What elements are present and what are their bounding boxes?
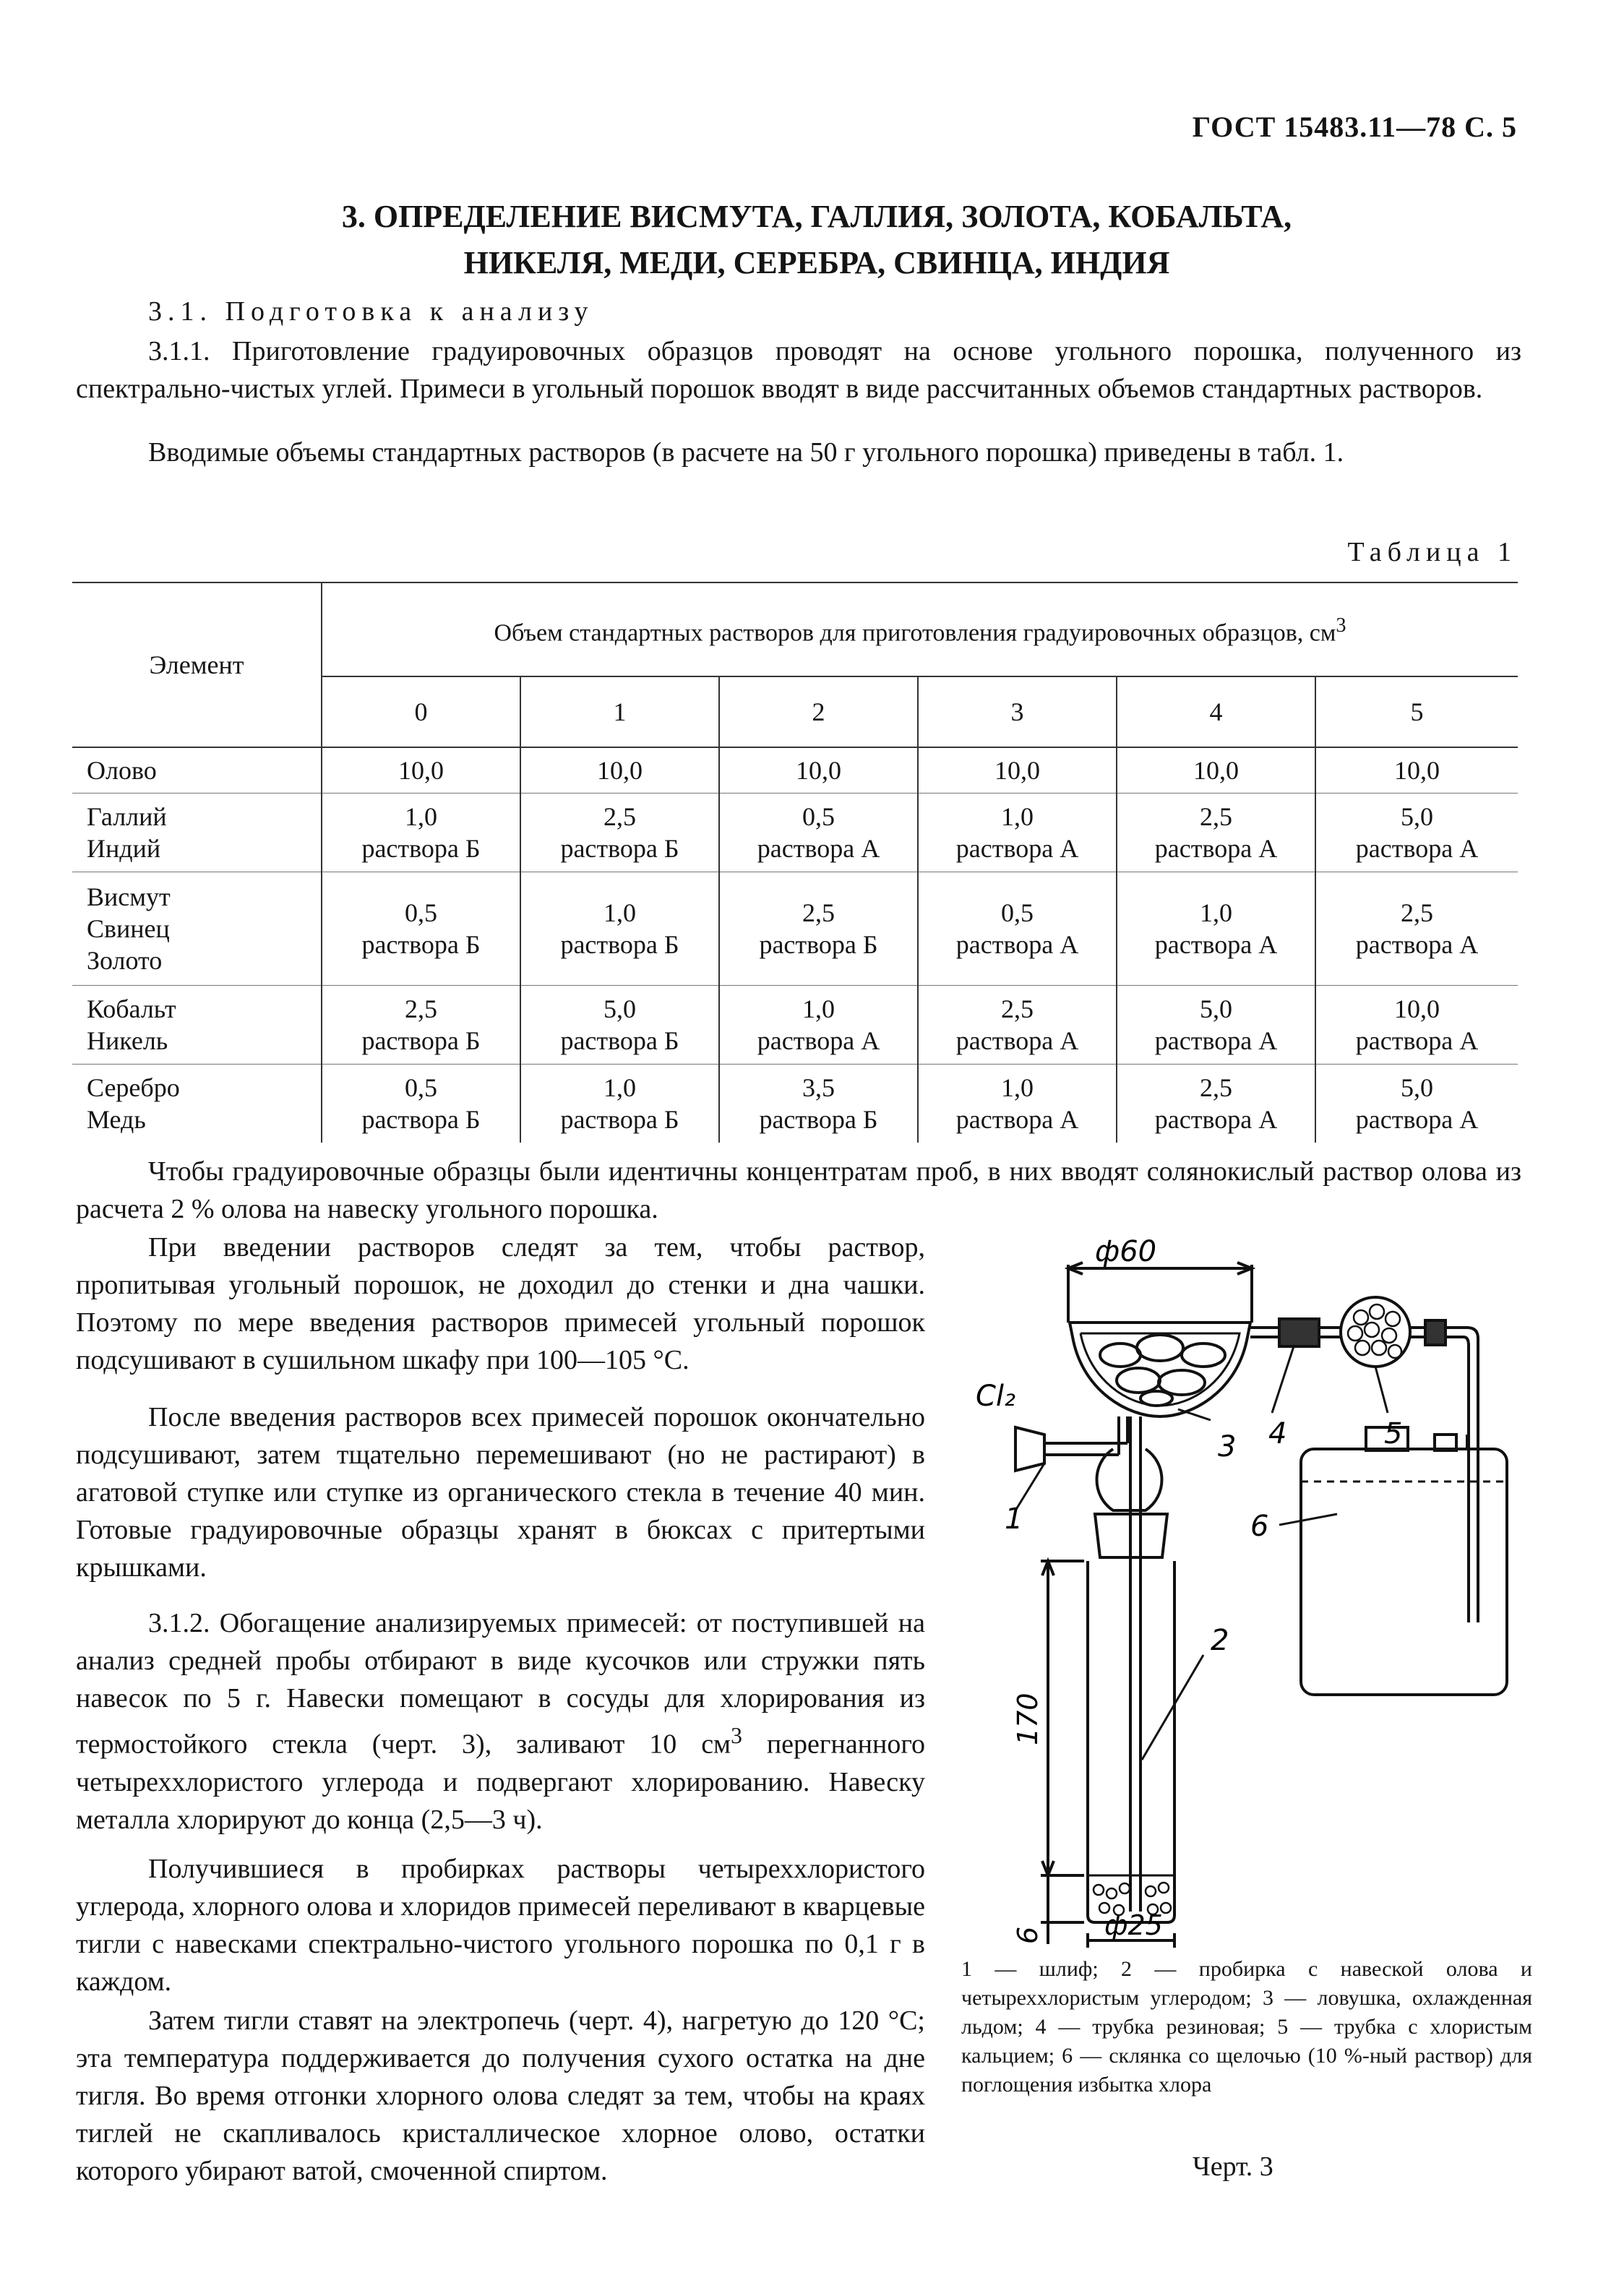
- paragraph-after: После введения растворов всех примесей порошок окончательно подсушивают, затем тщательно перемешивают (но не растирают) в агатовой ступке или ступке из органического стекла в течение 40 мин. Готовые градуировочные образцы хранят в бюксах с притертыми крышками.: [76, 1402, 925, 1583]
- cell-volume: 2,5: [1401, 898, 1433, 927]
- cell-solution: раствора А: [955, 1105, 1079, 1134]
- table-cell: [918, 986, 1117, 1065]
- table-cell: [1315, 747, 1518, 794]
- table-cell: [322, 1065, 520, 1143]
- cell-volume: 10,0: [796, 756, 841, 785]
- page-header: ГОСТ 15483.11—78 С. 5: [1192, 111, 1517, 143]
- table-cell: [1315, 986, 1518, 1065]
- figure-title: Черт. 3: [1193, 2151, 1273, 2182]
- subsection-heading: 3.1. Подготовка к анализу: [148, 296, 594, 327]
- element-name: Золото: [87, 946, 163, 975]
- column-number-4: 4: [1117, 676, 1315, 747]
- cell-volume: 1,0: [1200, 898, 1232, 927]
- cell-solution: раствора Б: [759, 930, 878, 959]
- section-title: [217, 194, 1417, 286]
- cell-solution: раствора А: [955, 834, 1079, 863]
- element-name: Свинец: [87, 914, 170, 943]
- table-cell: [719, 794, 918, 872]
- figure-cl2: Cl₂: [976, 1380, 1016, 1413]
- table-row: [72, 986, 1518, 1065]
- row-elements: [72, 1065, 322, 1143]
- table-1: [72, 582, 1518, 1143]
- cell-solution: раствора А: [1154, 1105, 1278, 1134]
- paragraph-3-1-2-sup: 3: [731, 1723, 742, 1748]
- row-elements: [72, 872, 322, 986]
- column-number-3: 3: [918, 676, 1117, 747]
- table-cell: [1315, 794, 1518, 872]
- table-cell: [520, 794, 719, 872]
- table-cell: [719, 747, 918, 794]
- header-element: Элемент: [72, 582, 322, 747]
- cell-solution: раствора Б: [560, 1105, 679, 1134]
- section-title-line1: 3. ОПРЕДЕЛЕНИЕ ВИСМУТА, ГАЛЛИЯ, ЗОЛОТА, КОБАЛЬТА,: [341, 199, 1292, 234]
- cell-solution: раствора А: [1355, 1026, 1479, 1055]
- cell-volume: 1,0: [1001, 1073, 1034, 1102]
- column-number-1: 1: [520, 676, 719, 747]
- header-volume-text: Объем стандартных растворов для приготовления градуировочных образцов, см: [494, 619, 1336, 647]
- table-row: [72, 747, 1518, 794]
- cell-solution: раствора Б: [361, 930, 481, 959]
- cell-volume: 0,5: [802, 802, 835, 831]
- table-cell: [520, 872, 719, 986]
- table-cell: [322, 872, 520, 986]
- column-number-0: 0: [322, 676, 520, 747]
- paragraph-3-1-1: 3.1.1. Приготовление градуировочных образцов проводят на основе угольного порошка, полученного из спектрально-чистых углей. Примеси в угольный порошок вводят в виде рассчитанных объемов стандартных растворов.: [76, 336, 1521, 404]
- figure-label-6: 6: [1250, 1510, 1269, 1543]
- cell-solution: раствора А: [1355, 834, 1479, 863]
- cell-solution: раствора А: [1154, 930, 1278, 959]
- cell-solution: раствора А: [757, 1026, 880, 1055]
- cell-volume: 0,5: [405, 1073, 437, 1102]
- row-elements: [72, 747, 322, 794]
- column-number-2: 2: [719, 676, 918, 747]
- element-name: Серебро: [87, 1073, 180, 1102]
- figure-dim-top: ф60: [1095, 1239, 1157, 1268]
- cell-volume: 10,0: [994, 756, 1040, 785]
- header-volume: [322, 582, 1518, 676]
- cell-solution: раствора Б: [560, 834, 679, 863]
- table-cell: [322, 986, 520, 1065]
- table-cell: [918, 1065, 1117, 1143]
- table-cell: [322, 794, 520, 872]
- paragraph-solutions: При введении растворов следят за тем, чтобы раствор, пропитывая угольный порошок, не доходил до стенки и дна чашки. Поэтому по мере введения растворов примесей угольный порошок подсушивают в сушильном шкафу при 100—105 °С.: [76, 1232, 925, 1375]
- column-number-5: 5: [1315, 676, 1518, 747]
- cell-volume: 10,0: [1394, 994, 1440, 1023]
- cell-volume: 1,0: [1001, 802, 1034, 831]
- table-row: [72, 872, 1518, 986]
- section-title-line2: НИКЕЛЯ, МЕДИ, СЕРЕБРА, СВИНЦА, ИНДИЯ: [463, 245, 1170, 280]
- cell-solution: раствора Б: [759, 1105, 878, 1134]
- cell-volume: 5,0: [1200, 994, 1232, 1023]
- cell-volume: 1,0: [603, 898, 636, 927]
- figure-label-3: 3: [1218, 1430, 1237, 1463]
- element-name: Медь: [87, 1105, 146, 1134]
- element-name: Галлий: [87, 802, 167, 831]
- cell-solution: раствора А: [1154, 1026, 1278, 1055]
- cell-volume: 10,0: [1394, 756, 1440, 785]
- table-row: [72, 794, 1518, 872]
- table-cell: [719, 986, 918, 1065]
- table-cell: [520, 986, 719, 1065]
- paragraph-volumes: Вводимые объемы стандартных растворов (в расчете на 50 г угольного порошка) приведены в табл. 1.: [148, 437, 1344, 468]
- element-name: Олово: [87, 756, 157, 785]
- table-cell: [719, 872, 918, 986]
- cell-solution: раствора Б: [361, 834, 481, 863]
- table-row: [72, 1065, 1518, 1143]
- cell-volume: 2,5: [1001, 994, 1034, 1023]
- figure-label-2: 2: [1211, 1624, 1229, 1657]
- cell-solution: раствора А: [955, 1026, 1079, 1055]
- paragraph-then: Затем тигли ставят на электропечь (черт. 4), нагретую до 120 °С; эта температура поддерживается до получения сухого остатка на дне тигля. Во время отгонки хлорного олова следят за тем, чтобы на краях тиглей не скапливалось кристаллическое хлорное олово, остатки которого убирают ватой, смоченной спиртом.: [76, 2005, 925, 2186]
- cell-volume: 1,0: [405, 802, 437, 831]
- table-cell: [1117, 1065, 1315, 1143]
- cell-volume: 10,0: [597, 756, 643, 785]
- element-name: Никель: [87, 1026, 168, 1055]
- table-cell: [520, 1065, 719, 1143]
- table-cell: [918, 794, 1117, 872]
- element-name: Висмут: [87, 882, 171, 911]
- cell-solution: раствора А: [1355, 930, 1479, 959]
- table-cell: [322, 747, 520, 794]
- table-cell: [1315, 872, 1518, 986]
- cell-volume: 5,0: [1401, 1073, 1433, 1102]
- cell-volume: 1,0: [603, 1073, 636, 1102]
- cell-volume: 2,5: [802, 898, 835, 927]
- table-cell: [520, 747, 719, 794]
- paragraph-3-1-2: [76, 1604, 925, 1839]
- element-name: Кобальт: [87, 994, 176, 1023]
- cell-solution: раствора А: [955, 930, 1079, 959]
- figure-dim-height: 170: [1012, 1693, 1044, 1745]
- cell-volume: 10,0: [398, 756, 444, 785]
- cell-solution: раствора А: [1355, 1105, 1479, 1134]
- row-elements: [72, 986, 322, 1065]
- figure-dim-bottom: ф25: [1104, 1909, 1163, 1941]
- cell-volume: 2,5: [405, 994, 437, 1023]
- figure-label-1: 1: [1005, 1502, 1023, 1536]
- cell-volume: 3,5: [802, 1073, 835, 1102]
- table-cell: [1315, 1065, 1518, 1143]
- table-cell: [918, 872, 1117, 986]
- table-cell: [1117, 794, 1315, 872]
- cell-solution: раствора Б: [560, 1026, 679, 1055]
- table-cell: [918, 747, 1117, 794]
- paragraph-3-1-2-b: перегнанного четыреххлористого углерода и подвергают хлорированию. Навеску металла хлорируют до конца (2,5—3 ч).: [76, 1729, 925, 1835]
- header-volume-sup: 3: [1336, 614, 1346, 637]
- cell-solution: раствора Б: [361, 1105, 481, 1134]
- cell-solution: раствора А: [757, 834, 880, 863]
- cell-volume: 5,0: [603, 994, 636, 1023]
- row-elements: [72, 794, 322, 872]
- cell-volume: 2,5: [1200, 1073, 1232, 1102]
- table-label: Таблица 1: [1347, 537, 1517, 567]
- figure-caption: 1 — шлиф; 2 — пробирка с навеской олова и четыреххлористым углеродом; 3 — ловушка, охлажденная льдом; 4 — трубка резиновая; 5 — трубка с хлористым кальцием; 6 — склянка со щелочью (10 %-ный раствор) для поглощения избытка хлора: [961, 1957, 1532, 2097]
- cell-volume: 1,0: [802, 994, 835, 1023]
- cell-volume: 2,5: [1200, 802, 1232, 831]
- paragraph-obtained: Получившиеся в пробирках растворы четыреххлористого углерода, хлорного олова и хлоридов примесей переливают в кварцевые тигли с навесками спектрально-чистого угольного порошка по 0,1 г в каждом.: [76, 1854, 925, 1997]
- cell-volume: 0,5: [405, 898, 437, 927]
- table-cell: [719, 1065, 918, 1143]
- figure-label-5: 5: [1384, 1417, 1403, 1450]
- figure-chlorination-apparatus: [961, 1239, 1554, 1948]
- element-name: Индий: [87, 834, 161, 863]
- cell-solution: раствора Б: [560, 930, 679, 959]
- table-cell: [1117, 747, 1315, 794]
- cell-solution: раствора Б: [361, 1026, 481, 1055]
- cell-volume: 10,0: [1193, 756, 1239, 785]
- figure-dim-small: 6: [1012, 1926, 1044, 1944]
- cell-solution: раствора А: [1154, 834, 1278, 863]
- paragraph-identical: Чтобы градуировочные образцы были идентичны концентратам проб, в них вводят солянокислый раствор олова из расчета 2 % олова на навеску угольного порошка.: [76, 1156, 1521, 1224]
- table-cell: [1117, 872, 1315, 986]
- cell-volume: 2,5: [603, 802, 636, 831]
- paragraph-3-1-2-a: 3.1.2. Обогащение анализируемых примесей: от поступившей на анализ средней пробы отбирают в виде кусочков или стружки пять навесок по 5 г. Навески помещают в сосуды для хлорирования из термостойкого стекла (черт. 3), заливают 10 см: [76, 1608, 925, 1760]
- cell-volume: 5,0: [1401, 802, 1433, 831]
- table-cell: [1117, 986, 1315, 1065]
- cell-volume: 0,5: [1001, 898, 1034, 927]
- figure-label-4: 4: [1268, 1417, 1287, 1450]
